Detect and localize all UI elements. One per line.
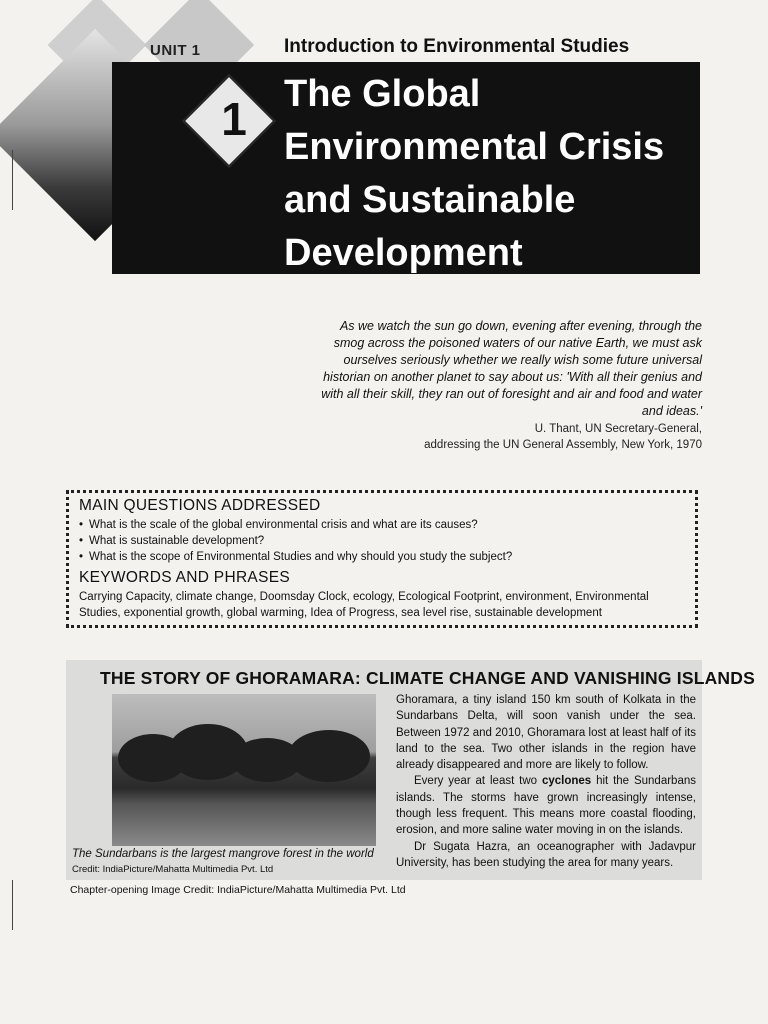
chapter-number: 1 — [221, 93, 247, 145]
question-item: • What is sustainable development? — [79, 533, 687, 549]
keywords-heading: KEYWORDS AND PHRASES — [79, 569, 290, 586]
epigraph-quote: As we watch the sun go down, evening after evening, through the smog across the poisoned waters of our native Earth, we must ask ourselves seriously whether we really wish some future universal historian on another planet to say about us: 'With all their genius and with all their skill, they ran out of foresight and air and food and water and ideas.' — [321, 319, 702, 418]
story-paragraph — [396, 773, 696, 838]
unit-title: Introduction to Environmental Studies — [284, 36, 630, 57]
mangrove-photo — [112, 694, 376, 846]
tree-shape — [288, 730, 370, 782]
question-item: • What is the scope of Environmental Studies and why should you study the subject? — [79, 549, 687, 565]
keyword-cyclones: cyclones — [541, 775, 592, 788]
overview-box — [66, 490, 698, 628]
chapter-title: The Global Environmental Crisis and Sustainable Development — [284, 73, 665, 274]
margin-rule — [12, 150, 13, 210]
story-paragraph: Ghoramara, a tiny island 150 km south of Kolkata in the Sundarbans Delta, will soon vanish under the sea. Between 1972 and 2010, Ghoramara lost at least half of its land to the sea. Two other islands in the region have already disappeared and more are likely to follow. — [396, 694, 696, 772]
story-paragraph: Dr Sugata Hazra, an oceanographer with Jadavpur University, has been studying the area for many years. — [396, 840, 696, 869]
questions-list — [79, 517, 687, 565]
attribution-context: addressing the UN General Assembly, New York, 1970 — [424, 439, 702, 451]
story-text-run: Every year at least two — [414, 775, 542, 788]
question-item: • What is the scale of the global environmental crisis and what are its causes? — [79, 517, 687, 533]
story-title: THE STORY OF GHORAMARA: CLIMATE CHANGE AND VANISHING ISLANDS — [100, 668, 755, 688]
photo-credit: Credit: IndiaPicture/Mahatta Multimedia Pvt. Ltd — [72, 864, 274, 875]
questions-heading: MAIN QUESTIONS ADDRESSED — [79, 497, 321, 514]
margin-rule — [12, 880, 13, 930]
chapter-opening-credit: Chapter-opening Image Credit: IndiaPicture/Mahatta Multimedia Pvt. Ltd — [70, 884, 406, 896]
keywords-text: Carrying Capacity, climate change, Doomsday Clock, ecology, Ecological Footprint, environment, Environmental Studies, exponential growth, global warming, Idea of Progress, sea level rise, sustainable development — [79, 591, 649, 619]
photo-caption: The Sundarbans is the largest mangrove forest in the world — [72, 848, 374, 860]
story-body — [396, 692, 696, 871]
unit-label: UNIT 1 — [150, 42, 201, 59]
story-text-run: hit the Sundarbans islands. The storms have grown increasingly intense, though less frequent. This means more coastal flooding, erosion, and more saline water moving in on the islands. — [396, 775, 696, 837]
attribution-name: U. Thant, UN Secretary-General, — [534, 423, 702, 435]
epigraph-attribution — [320, 421, 702, 453]
